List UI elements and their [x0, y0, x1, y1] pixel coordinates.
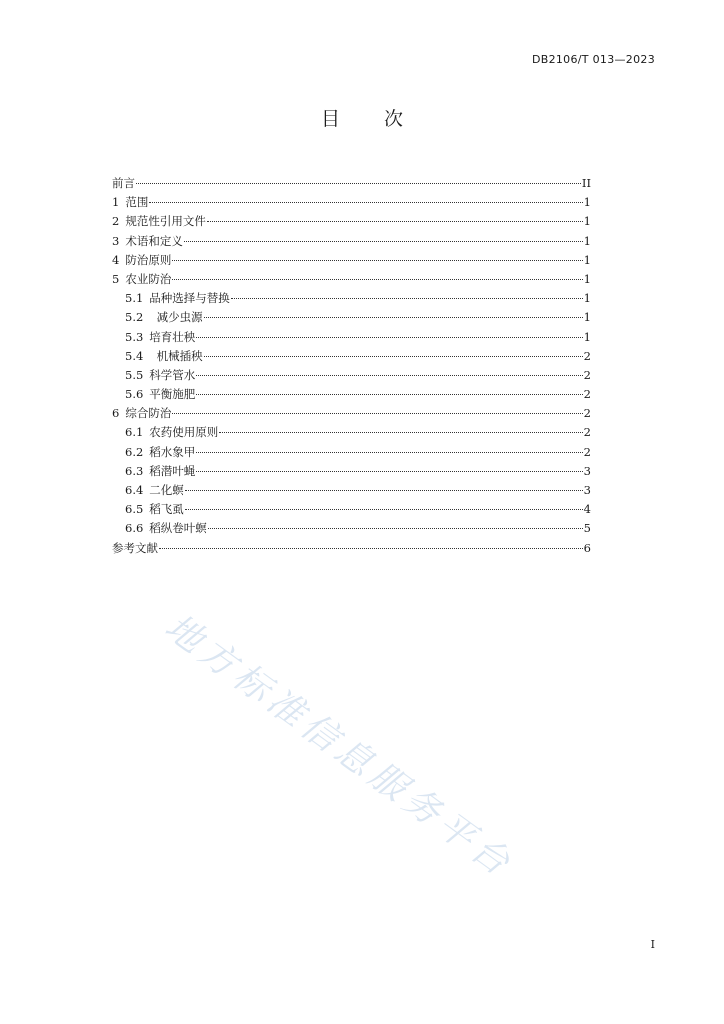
toc-entry-page: 2	[583, 425, 591, 440]
toc-entry-number: 5.4	[125, 348, 144, 363]
toc-entry-title	[125, 289, 230, 308]
toc-entry[interactable]	[112, 404, 591, 423]
toc-entry[interactable]	[112, 481, 591, 500]
toc-entry-title	[112, 270, 171, 289]
toc-leader-dots	[219, 432, 582, 433]
toc-entry-page: II	[581, 176, 591, 190]
toc-entry[interactable]	[112, 462, 591, 481]
toc-leader-dots	[196, 375, 582, 376]
toc-entry-number: 5.6	[125, 387, 144, 402]
toc-entry-title	[112, 404, 171, 423]
toc-entry-title	[125, 423, 218, 442]
toc-entry[interactable]	[112, 174, 591, 193]
toc-leader-dots	[185, 490, 583, 491]
toc-entry-label: 前言	[112, 176, 135, 190]
toc-entry-number: 6.1	[125, 425, 144, 440]
toc-entry-label: 稻潜叶蝇	[149, 463, 196, 478]
toc-entry-page: 2	[583, 348, 591, 363]
toc-entry-page: 4	[583, 502, 591, 517]
toc-entry-title	[112, 251, 171, 270]
toc-entry-label: 术语和定义	[125, 233, 183, 248]
toc-entry[interactable]	[112, 289, 591, 308]
toc-entry-label: 农药使用原则	[149, 425, 219, 440]
toc-leader-dots	[172, 279, 582, 280]
toc-entry-page: 6	[583, 540, 591, 555]
toc-entry-page: 3	[583, 483, 591, 497]
toc-leader-dots	[196, 452, 582, 453]
toc-entry[interactable]	[112, 366, 591, 385]
toc-entry-number: 4	[112, 252, 120, 267]
toc-leader-dots	[159, 548, 583, 549]
toc-entry-number: 6.3	[125, 463, 144, 478]
toc-entry-label: 范围	[125, 195, 149, 210]
toc-entry-page: 1	[583, 329, 591, 344]
toc-entry[interactable]	[112, 328, 591, 347]
toc-entry-title	[125, 462, 195, 481]
toc-entry-label: 科学管水	[149, 367, 196, 382]
toc-entry-title	[125, 385, 195, 404]
toc-entry-label: 参考文献	[112, 540, 158, 555]
toc-leader-dots	[172, 260, 582, 261]
toc-leader-dots	[149, 202, 582, 203]
toc-leader-dots	[204, 356, 583, 357]
toc-entry-page: 1	[583, 291, 591, 306]
toc-entry-page: 2	[583, 444, 591, 459]
page-number: I	[650, 938, 655, 951]
toc-leader-dots	[196, 394, 582, 395]
toc-entry-label: 稻水象甲	[149, 444, 196, 459]
toc-entry-page: 3	[583, 463, 591, 478]
toc-entry[interactable]	[112, 500, 591, 519]
toc-entry-label: 稻纵卷叶螟	[149, 521, 207, 536]
watermark: 地方标准信息服务平台	[157, 606, 522, 887]
toc-entry-page: 2	[583, 406, 591, 421]
toc-entry-title	[112, 174, 135, 193]
toc-leader-dots	[196, 471, 582, 472]
toc-entry-title	[112, 212, 206, 231]
toc-entry-label: 二化螟	[149, 483, 184, 497]
toc-entry-page: 1	[583, 214, 591, 229]
toc-entry-label: 品种选择与替换	[149, 291, 230, 306]
toc-entry[interactable]	[112, 212, 591, 231]
toc-leader-dots	[196, 337, 582, 338]
toc-entry-page: 1	[583, 195, 591, 210]
toc-entry-label: 农业防治	[125, 271, 172, 286]
toc-entry-page: 1	[583, 233, 591, 248]
page-title: 目 次	[320, 108, 404, 130]
toc-leader-dots	[208, 528, 583, 529]
toc-entry-label: 综合防治	[125, 406, 172, 421]
toc-entry-number: 6.6	[125, 521, 144, 536]
toc-entry-label: 防治原则	[125, 252, 172, 267]
toc-entry-number: 3	[112, 233, 120, 248]
toc-leader-dots	[204, 317, 583, 318]
toc-entry-title	[125, 328, 195, 347]
toc-entry-title	[125, 347, 203, 366]
toc-entry-title	[112, 539, 158, 558]
toc-entry-number: 6	[112, 406, 120, 421]
toc-entry-title	[125, 443, 195, 462]
toc-entry-label: 稻飞虱	[149, 502, 184, 517]
toc-leader-dots	[184, 241, 583, 242]
toc-entry-label: 培育壮秧	[149, 329, 196, 344]
toc-entry-page: 1	[583, 252, 591, 267]
toc-entry-title	[125, 481, 184, 500]
toc-entry-label: 规范性引用文件	[125, 214, 206, 229]
toc-entry[interactable]	[112, 251, 591, 270]
toc-entry-number: 5	[112, 271, 120, 286]
toc-entry-title	[112, 193, 148, 212]
toc-entry-label: 平衡施肥	[149, 387, 196, 402]
toc-entry-label: 减少虫源	[149, 310, 203, 325]
table-of-contents	[112, 174, 591, 558]
toc-entry-page: 1	[583, 271, 591, 286]
toc-leader-dots	[207, 221, 583, 222]
toc-entry[interactable]	[112, 519, 591, 538]
document-code: DB2106/T 013—2023	[531, 53, 655, 66]
toc-entry-number: 5.3	[125, 329, 144, 344]
toc-leader-dots	[231, 298, 583, 299]
toc-entry[interactable]	[112, 385, 591, 404]
toc-entry-number: 6.5	[125, 502, 144, 517]
toc-entry-page: 2	[583, 387, 591, 402]
toc-entry-number: 2	[112, 214, 120, 229]
toc-entry-label: 机械插秧	[149, 348, 203, 363]
toc-entry-number: 5.1	[125, 291, 144, 306]
toc-entry-title	[125, 500, 184, 519]
toc-entry-number: 5.5	[125, 367, 144, 382]
toc-entry[interactable]	[112, 270, 591, 289]
toc-entry-number: 5.2	[125, 310, 144, 325]
toc-entry[interactable]	[112, 193, 591, 212]
toc-entry-title	[125, 308, 203, 327]
toc-entry-page: 1	[583, 310, 591, 325]
toc-entry-number: 1	[112, 195, 120, 210]
toc-leader-dots	[185, 509, 583, 510]
toc-entry[interactable]	[112, 539, 591, 558]
toc-entry-number: 6.4	[125, 483, 144, 497]
toc-entry[interactable]	[112, 443, 591, 462]
toc-entry-page: 2	[583, 367, 591, 382]
toc-leader-dots	[172, 413, 582, 414]
toc-entry-title	[125, 519, 207, 538]
toc-entry-number: 6.2	[125, 444, 144, 459]
toc-entry-page: 5	[583, 521, 591, 536]
toc-entry[interactable]	[112, 232, 591, 251]
toc-entry-title	[112, 232, 183, 251]
toc-entry[interactable]	[112, 308, 591, 327]
toc-entry[interactable]	[112, 423, 591, 442]
toc-leader-dots	[136, 183, 581, 184]
toc-entry[interactable]	[112, 347, 591, 366]
toc-entry-title	[125, 366, 195, 385]
